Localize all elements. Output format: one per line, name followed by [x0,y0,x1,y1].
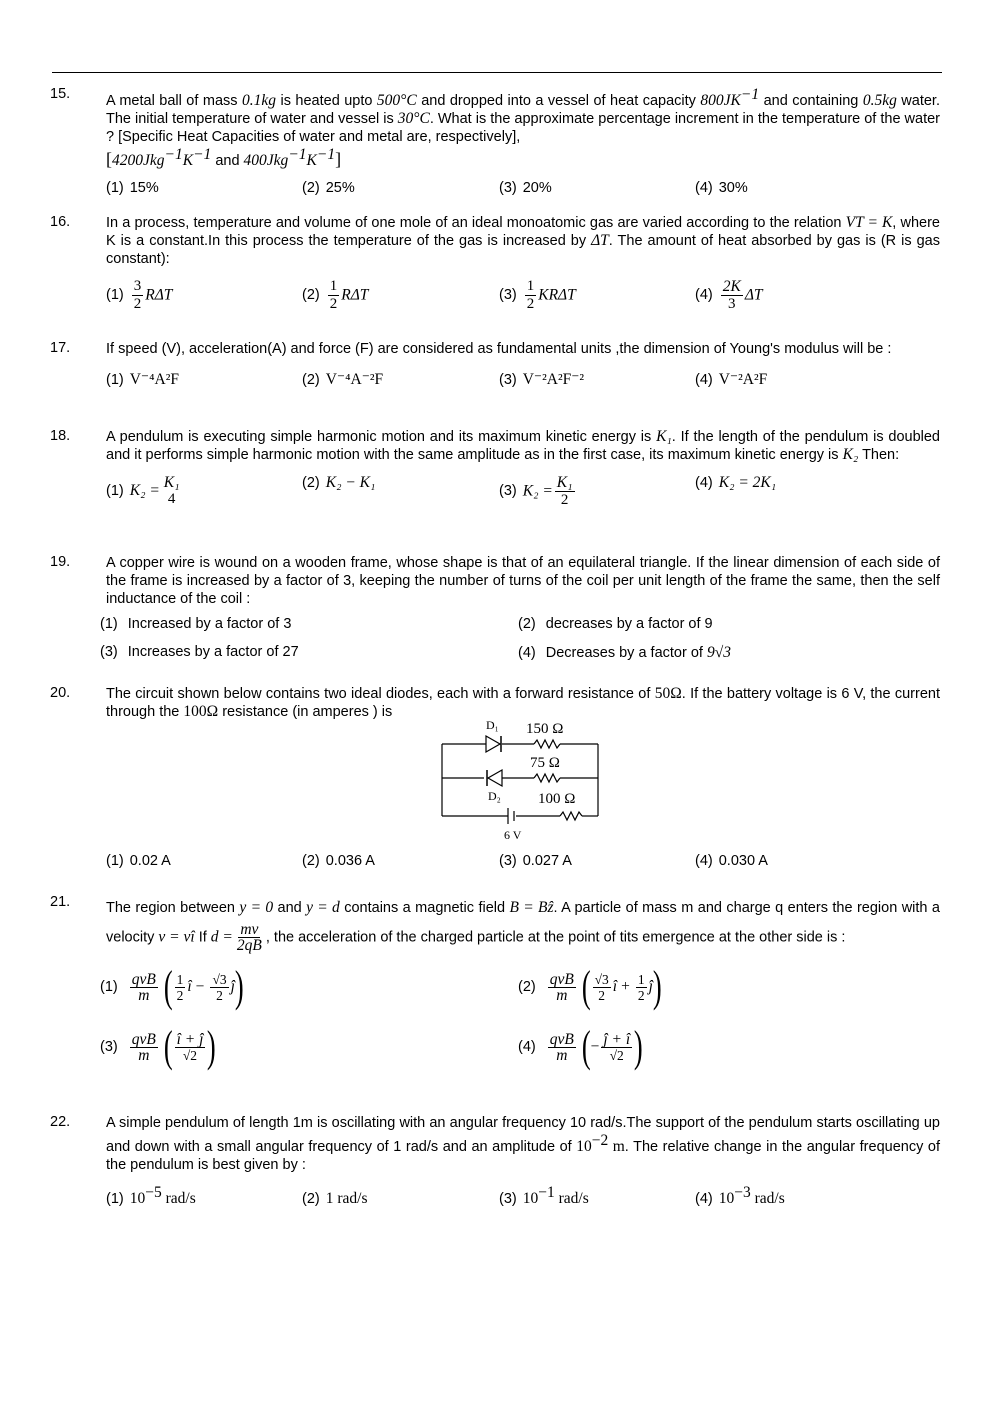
question-21 [50,894,940,1081]
question-number: 16. [50,214,71,230]
question-18 [50,428,940,518]
options [50,278,940,318]
options [50,370,940,392]
option-1[interactable]: (1) 0.02 A [106,853,171,869]
option-4[interactable]: (4) 0.030 A [695,853,768,869]
option-3[interactable]: (3) V⁻²A²F⁻² [499,371,585,388]
options [50,644,940,666]
option-4[interactable]: (4) Decreases by a factor of 9√3 [518,644,731,661]
option-4[interactable]: (4) $\frac{2K}{3}$ ΔT [695,278,763,312]
question-15 [50,86,940,202]
question-text: A simple pendulum of length 1m is oscillating with an angular frequency 10 rad/s.The support of the pendulum starts oscillating up and down with a small angular frequency of 1 rad/s and an amplitude of $10^{-2}$ m. The relative change in the angular frequency of the pendulum is best given by : [106,1115,940,1173]
question-text: A metal ball of mass 0.1kg is heated upto 500°C and dropped into a vessel of heat capacity $800JK^{-1}$ and containing 0.5kg water. The initial temperature of water and vessel is 30°C. What is the approximate percentage increment in the temperature of the water ? [Specific Heat Capacities of water and metal are, respectively], [$4200Jkg^{-1}K^{-1}$ and $400Jkg^{-1}K^{-1}$] [106,86,941,169]
question-number: 21. [50,894,71,910]
question-text: In a process, temperature and volume of one mole of an ideal monoatomic gas are varied according to the relation VT = K, where K is a constant.In this process the temperature of the gas is increased by ΔT. The amount of heat absorbed by gas is (R is gas constant): [106,214,940,267]
option-2[interactable]: (2) V⁻⁴A⁻²F [302,371,384,388]
question-17 [50,340,940,392]
options [50,959,940,1019]
diode-d2 [487,770,502,786]
question-number: 19. [50,554,71,570]
option-4[interactable]: (4) $\frac{\text{qvB}}{m}$ (− $\frac{ĵ + î}{√2}$ ) [518,1022,643,1071]
options [50,853,940,875]
option-1[interactable]: (1) $\frac{\text{qvB}}{m}$ ( $\frac{1}{2}$ î − $\frac{√3}{2}$ ĵ) [100,962,244,1011]
question-text: The region between y = 0 and y = d contains a magnetic field B = Bẑ. A particle of mass m and charge q enters the region with a velocity v = vî If d = $\frac{mv}{2qB}$ , the acceleration of the charged particle at the point of tits emergence at the other side is : [106,899,940,954]
options [50,1022,940,1081]
question-text: The circuit shown below contains two ideal diodes, each with a forward resistance of 50Ω. If the battery voltage is 6 V, the current through the 100Ω resistance (in amperes ) is [106,685,940,720]
d1-label: D₁ [486,718,499,732]
option-3[interactable]: (3) $\frac{1}{2}$ KRΔT [499,278,576,312]
d2-label: D₂ [488,789,501,803]
option-4[interactable]: (4) 30% [695,179,748,196]
diode-d1 [486,736,501,752]
r2-label: 75 Ω [530,755,560,771]
option-3[interactable]: (3) Increases by a factor of 27 [100,644,299,660]
option-2[interactable]: (2) 0.036 A [302,853,375,869]
question-text: If speed (V), acceleration(A) and force (F) are considered as fundamental units ,the dimension of Young's modulus will be : [106,341,892,357]
question-16 [50,214,940,318]
question-19 [50,554,940,666]
option-3[interactable]: (3) $\frac{\text{qvB}}{m}$ ( $\frac{î + ĵ}{√2}$ ) [100,1022,217,1071]
options [50,1184,940,1206]
question-number: 18. [50,428,71,444]
question-number: 17. [50,340,71,356]
question-22 [50,1114,940,1206]
question-number: 15. [50,86,71,102]
option-3[interactable]: (3) 20% [499,179,552,196]
option-1[interactable]: (1) $10^{-5}$ rad/s [106,1183,196,1207]
option-3[interactable]: (3) 0.027 A [499,853,572,869]
option-1[interactable]: (1) V⁻⁴A²F [106,371,179,388]
option-2[interactable]: (2) $\frac{1}{2}$ RΔT [302,278,369,312]
options [50,474,940,518]
question-number: 20. [50,685,71,701]
option-4[interactable]: (4) K₂ = 2K₁ [695,474,777,491]
option-2[interactable]: (2) decreases by a factor of 9 [518,616,713,632]
option-3[interactable]: (3) $10^{-1}$ rad/s [499,1183,589,1207]
battery-label: 6 V [504,828,522,842]
option-3[interactable]: (3) K₂ = $\frac{\text{K₁}}{2}$ [499,474,573,508]
question-number: 22. [50,1114,71,1130]
option-2[interactable]: (2) $\frac{\text{qvB}}{m}$ ( $\frac{√3}{2}$ î + $\frac{1}{2}$ ĵ) [518,962,662,1011]
circuit-diagram [430,715,620,843]
option-1[interactable]: (1) $\frac{3}{2}$ RΔT [106,278,173,312]
option-1[interactable]: (1) Increased by a factor of 3 [100,616,292,632]
options [50,180,940,202]
r3-label: 100 Ω [538,791,576,807]
option-1[interactable]: (1) 15% [106,179,159,196]
question-text: A pendulum is executing simple harmonic motion and its maximum kinetic energy is K₁. If the length of the pendulum is doubled and it performs simple harmonic motion with the same amplitude as in the first case, its maximum kinetic energy is K₂ Then: [106,428,940,463]
option-2[interactable]: (2) 1 rad/s [302,1189,368,1207]
option-2[interactable]: (2) 25% [302,179,355,196]
top-rule [52,72,942,73]
option-4[interactable]: (4) $10^{-3}$ rad/s [695,1183,785,1207]
options [50,616,940,638]
option-2[interactable]: (2) K₂ − K₁ [302,474,376,491]
option-4[interactable]: (4) V⁻²A²F [695,371,768,388]
question-text: A copper wire is wound on a wooden frame, whose shape is that of an equilateral triangle. If the linear dimension of each side of the frame is increased by a factor of 3, keeping the number of turns of the coil per unit length of the frame the same, then the self inductance of the coil : [106,555,940,607]
r1-label: 150 Ω [526,721,564,737]
option-1[interactable]: (1) K₂ = K₁ 4 [106,474,180,507]
